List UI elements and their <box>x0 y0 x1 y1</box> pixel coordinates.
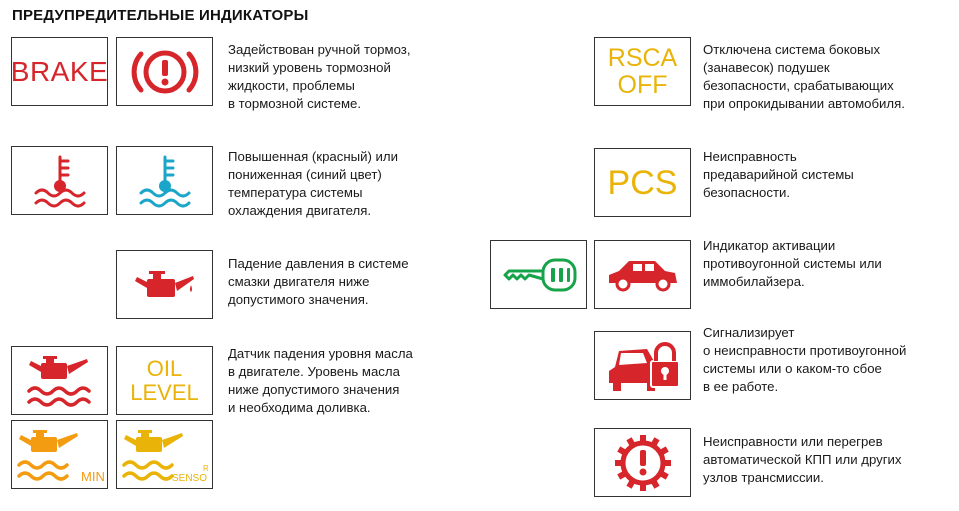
sensor-label: SENSO <box>171 472 207 484</box>
oil-can-icon <box>133 263 197 307</box>
car-lock-icon <box>603 337 683 395</box>
car-immobilizer-icon <box>603 253 683 297</box>
oil-pressure-indicator <box>116 250 213 319</box>
oil-sensor-icon <box>120 425 210 485</box>
transmission-gear-warning-icon <box>613 433 673 493</box>
oil-min-indicator <box>11 420 108 489</box>
rsca-description: Отключена система боковых (занавесок) подушек безопасности, срабатывающих при опрокидывании автомобиля. <box>703 42 905 111</box>
car-lock-indicator <box>594 331 691 400</box>
coolant-temperature-icon <box>30 153 90 209</box>
level-label: LEVEL <box>130 379 199 405</box>
oil-level-red-indicator <box>11 346 108 415</box>
coolant-cold-indicator <box>116 146 213 215</box>
oil-level-icon <box>25 353 95 409</box>
sensor-superscript: R <box>202 463 209 473</box>
coolant-description: Повышенная (красный) или пониженная (синий цвет) температура системы охлаждения двигателя. <box>228 149 398 218</box>
coolant-temperature-icon <box>135 153 195 209</box>
key-icon <box>499 255 579 295</box>
oil-min-icon <box>15 425 105 485</box>
off-label: OFF <box>617 70 668 99</box>
pcs-indicator <box>594 148 691 217</box>
min-label: MIN <box>80 468 105 484</box>
transmission-indicator <box>594 428 691 497</box>
oil-label: OIL <box>146 355 183 381</box>
oil-sensor-indicator <box>116 420 213 489</box>
brake-exclamation-icon <box>130 42 200 102</box>
immobilizer-key-indicator <box>490 240 587 309</box>
oil-level-text-indicator <box>116 346 213 415</box>
coolant-hot-indicator <box>11 146 108 215</box>
brake-description: Задействован ручной тормоз, низкий уровень тормозной жидкости, проблемы в тормозной системе. <box>228 42 411 111</box>
immobilizer-description: Индикатор активации противоугонной системы или иммобилайзера. <box>703 238 882 289</box>
oil-pressure-description: Падение давления в системе смазки двигателя ниже допустимого значения. <box>228 256 409 307</box>
brake-text-indicator <box>11 37 108 106</box>
car-lock-description: Сигнализирует о неисправности противоугонной системы или о каком-то сбое в ее работе. <box>703 325 907 394</box>
brake-label: BRAKE <box>10 55 109 87</box>
immobilizer-car-indicator <box>594 240 691 309</box>
oil-level-description: Датчик падения уровня масла в двигателе. Уровень масла ниже допустимого значения и необходима доливка. <box>228 346 413 415</box>
pcs-description: Неисправность предаварийной системы безопасности. <box>703 149 854 200</box>
brake-exclamation-indicator <box>116 37 213 106</box>
page-title: ПРЕДУПРЕДИТЕЛЬНЫЕ ИНДИКАТОРЫ <box>12 7 309 24</box>
pcs-label: PCS <box>607 163 678 202</box>
rsca-off-indicator <box>594 37 691 106</box>
transmission-description: Неисправности или перегрев автоматической КПП или других узлов трансмиссии. <box>703 434 902 485</box>
rsca-label: RSCA <box>607 43 678 72</box>
